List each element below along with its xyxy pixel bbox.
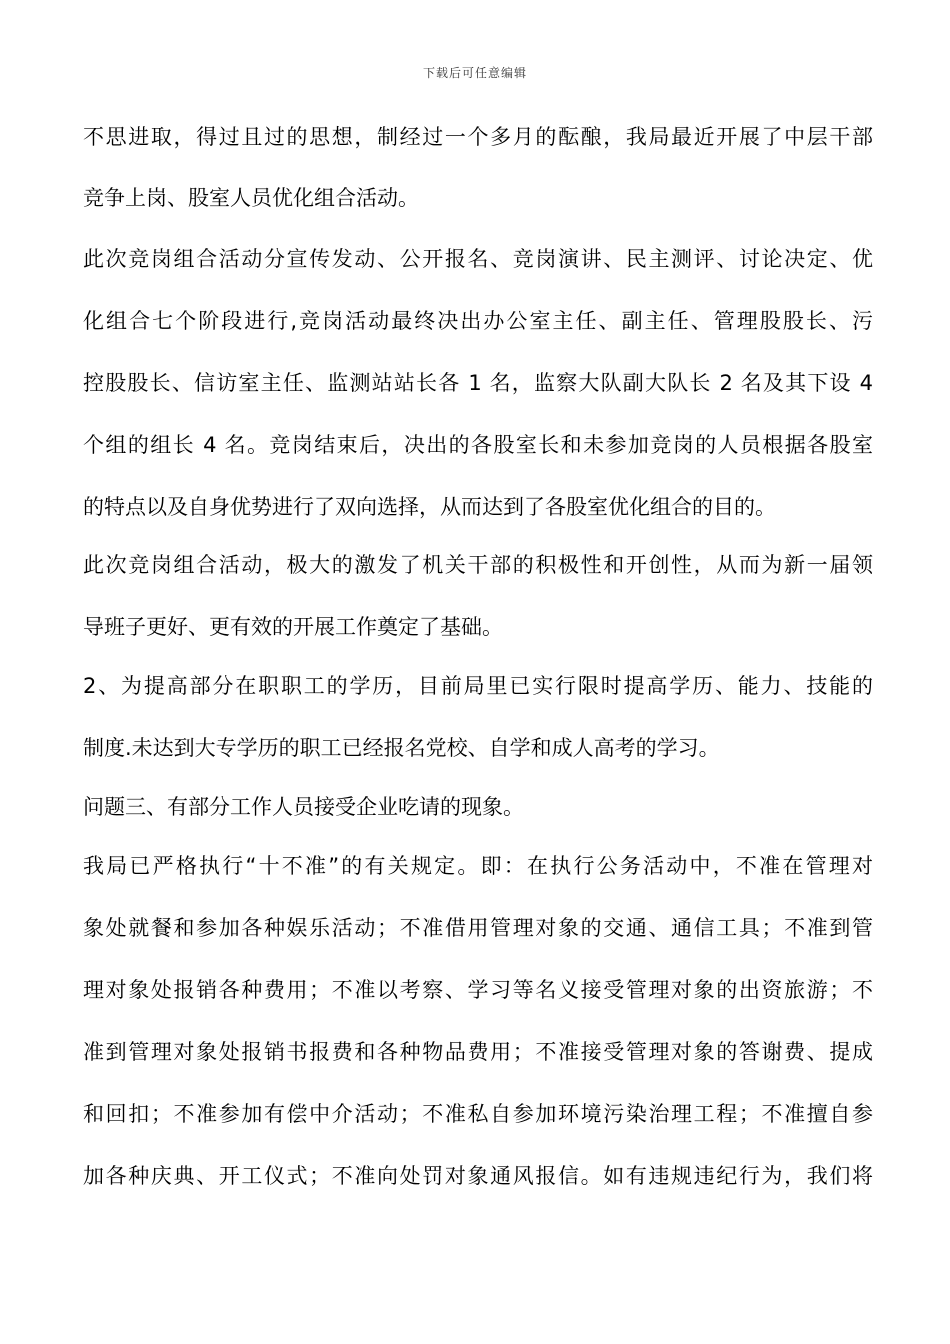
text-line: 不思进取，得过且过的思想，制经过一个多月的酝酿，我局最近开展了中层干部 [83, 125, 873, 149]
text-line: 2、为提高部分在职职工的学历，目前局里已实行限时提高学历、能力、技能的 [83, 674, 873, 698]
text-line: 准到管理对象处报销书报费和各种物品费用；不准接受管理对象的答谢费、提成 [83, 1040, 873, 1064]
text-line: 问题三、有部分工作人员接受企业吃请的现象。 [83, 795, 524, 819]
text-line: 控股股长、信访室主任、监测站站长各 1 名，监察大队副大队长 2 名及其下设 4 [83, 371, 873, 395]
text-line: 象处就餐和参加各种娱乐活动；不准借用管理对象的交通、通信工具；不准到管 [83, 916, 873, 940]
text-line: 导班子更好、更有效的开展工作奠定了基础。 [83, 615, 503, 639]
text-line: 竞争上岗、股室人员优化组合活动。 [83, 186, 419, 210]
text-line: 和回扣；不准参加有偿中介活动；不准私自参加环境污染治理工程；不准擅自参 [83, 1102, 873, 1126]
page-header: 下载后可任意编辑 [422, 66, 527, 80]
text-line: 加各种庆典、开工仪式；不准向处罚对象通风报信。如有违规违纪行为，我们将 [83, 1164, 873, 1188]
text-line: 此次竞岗组合活动，极大的激发了机关干部的积极性和开创性，从而为新一届领 [83, 553, 873, 577]
text-line: 个组的组长 4 名。竞岗结束后，决出的各股室长和未参加竞岗的人员根据各股室 [83, 433, 873, 457]
text-line: 化组合七个阶段进行,竞岗活动最终决出办公室主任、副主任、管理股股长、污 [83, 309, 873, 333]
text-line: 我局已严格执行“十不准”的有关规定。即：在执行公务活动中，不准在管理对 [83, 854, 873, 878]
text-line: 制度.未达到大专学历的职工已经报名党校、自学和成人高考的学习。 [83, 736, 720, 760]
text-line: 理对象处报销各种费用；不准以考察、学习等名义接受管理对象的出资旅游；不 [83, 978, 873, 1002]
text-line: 的特点以及自身优势进行了双向选择，从而达到了各股室优化组合的目的。 [83, 495, 776, 519]
text-line: 此次竞岗组合活动分宣传发动、公开报名、竞岗演讲、民主测评、讨论决定、优 [83, 247, 873, 271]
